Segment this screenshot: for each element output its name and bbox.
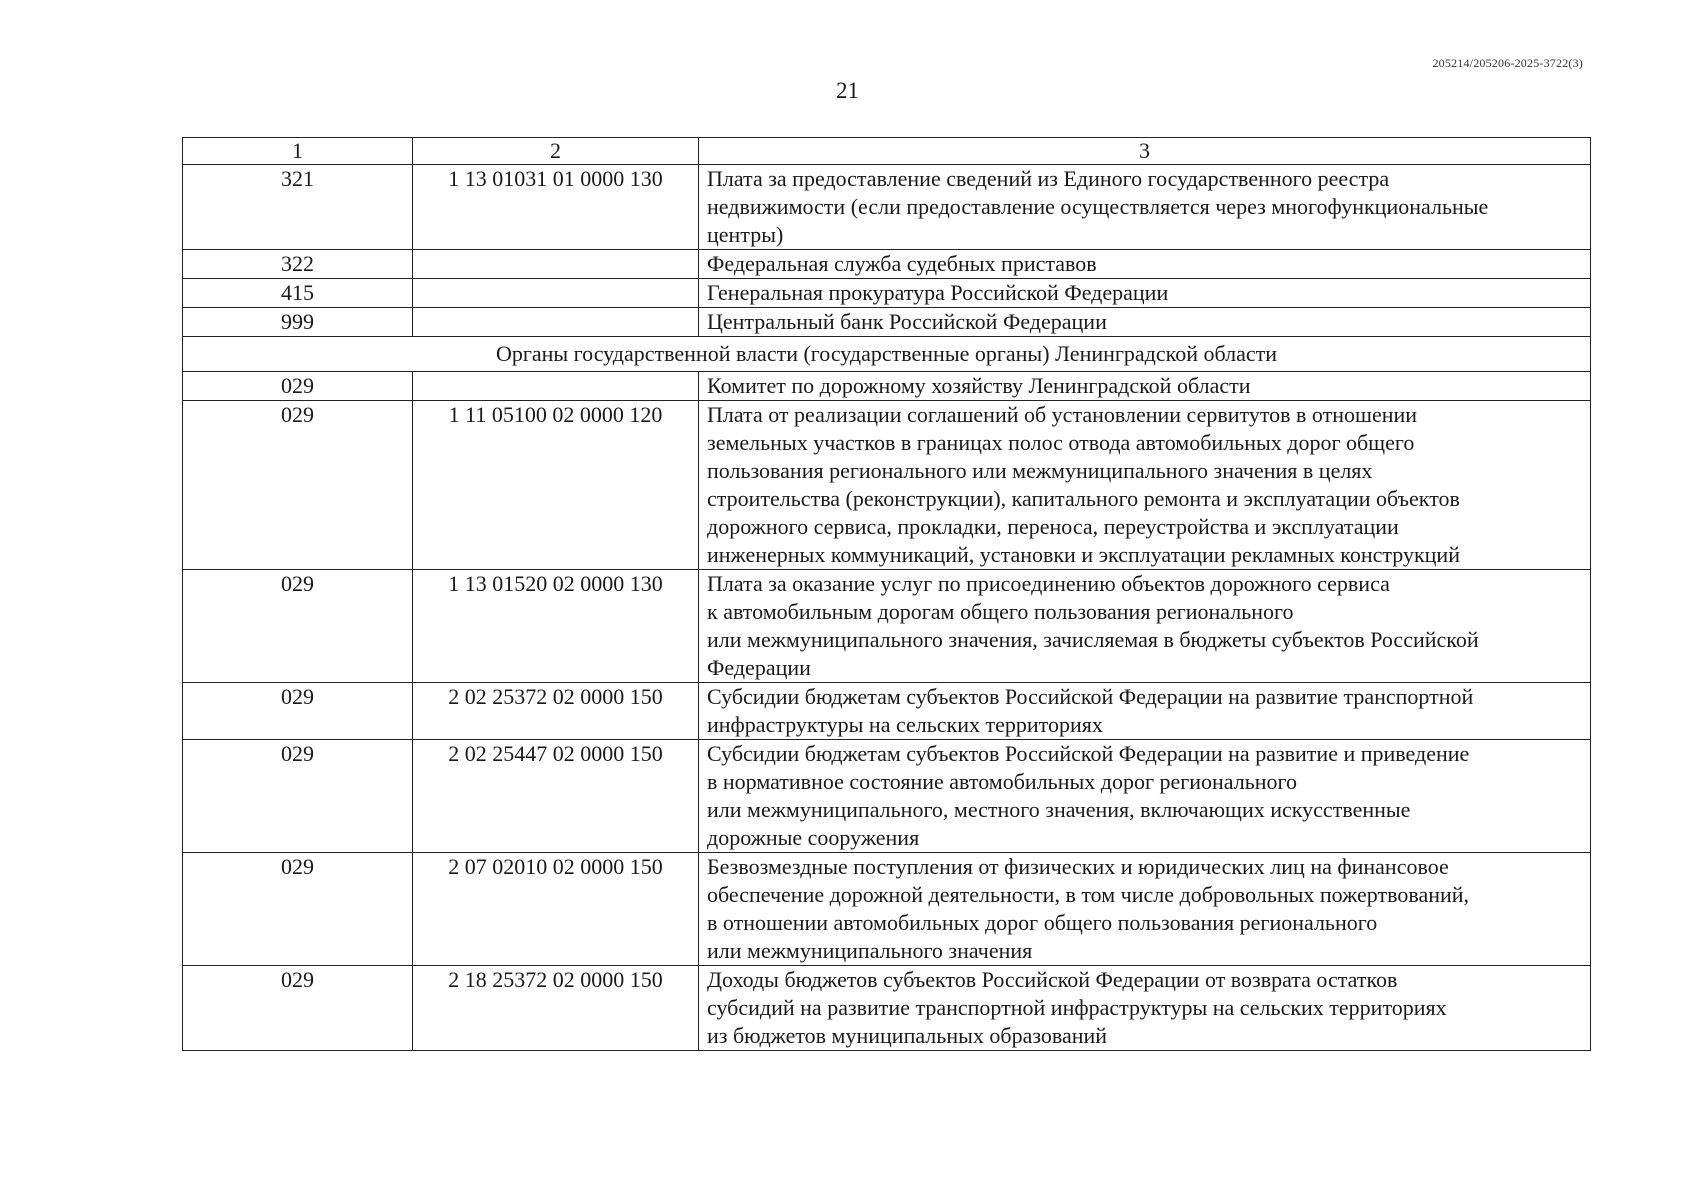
admin-code-cell: 029 [183, 570, 413, 683]
table-row [183, 683, 1591, 740]
revenue-code-cell: 2 02 25447 02 0000 150 [413, 740, 699, 853]
header-col-2: 2 [413, 138, 699, 165]
description-line: Генеральная прокуратура Российской Федерации [707, 280, 1169, 305]
description-cell [699, 308, 1591, 337]
revenue-code-cell [413, 250, 699, 279]
description-line: Субсидии бюджетам субъектов Российской Федерации на развитие транспортной [707, 684, 1474, 709]
description-line: или межмуниципального значения, зачисляемая в бюджеты субъектов Российской [707, 627, 1479, 652]
description-line: строительства (реконструкции), капитального ремонта и эксплуатации объектов [707, 486, 1460, 511]
table-row [183, 165, 1591, 250]
table-row [183, 853, 1591, 966]
admin-code-cell: 322 [183, 250, 413, 279]
admin-code-cell: 029 [183, 372, 413, 401]
description-line: недвижимости (если предоставление осуществляется через многофункциональные [707, 194, 1489, 219]
header-col-3: 3 [699, 138, 1591, 165]
admin-code-cell: 029 [183, 853, 413, 966]
table-row [183, 740, 1591, 853]
description-line: в отношении автомобильных дорог общего пользования регионального [707, 910, 1378, 935]
revenue-code-cell: 1 11 05100 02 0000 120 [413, 401, 699, 570]
revenue-code-cell: 1 13 01520 02 0000 130 [413, 570, 699, 683]
admin-code-cell: 029 [183, 683, 413, 740]
description-line: инженерных коммуникаций, установки и эксплуатации рекламных конструкций [707, 542, 1460, 567]
description-line: пользования регионального или межмуниципального значения в целях [707, 458, 1373, 483]
revenue-codes-table [182, 137, 1591, 1051]
description-line: Плата от реализации соглашений об установлении сервитутов в отношении [707, 402, 1418, 427]
description-cell [699, 401, 1591, 570]
description-line: из бюджетов муниципальных образований [707, 1023, 1108, 1048]
description-line: Центральный банк Российской Федерации [707, 309, 1107, 334]
description-line: субсидий на развитие транспортной инфраструктуры на сельских территориях [707, 995, 1447, 1020]
rows-before-section [183, 165, 1591, 337]
table-row [183, 279, 1591, 308]
table-row [183, 570, 1591, 683]
document-id: 205214/205206-2025-3722(3) [1432, 56, 1583, 70]
table-row [183, 372, 1591, 401]
revenue-code-cell: 2 07 02010 02 0000 150 [413, 853, 699, 966]
revenue-code-cell: 2 02 25372 02 0000 150 [413, 683, 699, 740]
description-line: дорожные сооружения [707, 825, 920, 850]
description-cell [699, 250, 1591, 279]
description-line: Субсидии бюджетам субъектов Российской Федерации на развитие и приведение [707, 741, 1470, 766]
revenue-code-cell [413, 308, 699, 337]
header-col-1: 1 [183, 138, 413, 165]
description-line: Плата за оказание услуг по присоединению объектов дорожного сервиса [707, 571, 1390, 596]
section-heading-row [183, 337, 1591, 372]
table-row [183, 250, 1591, 279]
description-cell [699, 853, 1591, 966]
revenue-code-cell: 2 18 25372 02 0000 150 [413, 966, 699, 1051]
description-line: Плата за предоставление сведений из Единого государственного реестра [707, 166, 1390, 191]
description-line: Безвозмездные поступления от физических и юридических лиц на финансовое [707, 854, 1449, 879]
admin-code-cell: 415 [183, 279, 413, 308]
description-line: или межмуниципального значения [707, 938, 1033, 963]
admin-code-cell: 029 [183, 740, 413, 853]
description-cell [699, 279, 1591, 308]
description-cell [699, 966, 1591, 1051]
admin-code-cell: 999 [183, 308, 413, 337]
description-line: земельных участков в границах полос отвода автомобильных дорог общего [707, 430, 1415, 455]
table-header-row [183, 138, 1591, 165]
revenue-code-cell: 1 13 01031 01 0000 130 [413, 165, 699, 250]
admin-code-cell: 029 [183, 401, 413, 570]
rows-after-section [183, 372, 1591, 1051]
revenue-code-cell [413, 279, 699, 308]
description-line: в нормативное состояние автомобильных дорог регионального [707, 769, 1298, 794]
description-line: Доходы бюджетов субъектов Российской Федерации от возврата остатков [707, 967, 1398, 992]
description-line: Федерации [707, 655, 811, 680]
description-cell [699, 570, 1591, 683]
revenue-code-cell [413, 372, 699, 401]
section-title: Органы государственной власти (государственные органы) Ленинградской области [183, 337, 1591, 372]
description-line: инфраструктуры на сельских территориях [707, 712, 1103, 737]
description-line: Федеральная служба судебных приставов [707, 251, 1097, 276]
table-row [183, 966, 1591, 1051]
description-line: к автомобильным дорогам общего пользования регионального [707, 599, 1294, 624]
description-line: центры) [707, 222, 784, 247]
table-row [183, 401, 1591, 570]
admin-code-cell: 029 [183, 966, 413, 1051]
description-cell [699, 683, 1591, 740]
description-cell [699, 372, 1591, 401]
table-row [183, 308, 1591, 337]
description-line: дорожного сервиса, прокладки, переноса, переустройства и эксплуатации [707, 514, 1399, 539]
description-cell [699, 740, 1591, 853]
description-cell [699, 165, 1591, 250]
description-line: Комитет по дорожному хозяйству Ленинградской области [707, 373, 1251, 398]
description-line: или межмуниципального, местного значения, включающих искусственные [707, 797, 1411, 822]
admin-code-cell: 321 [183, 165, 413, 250]
description-line: обеспечение дорожной деятельности, в том числе добровольных пожертвований, [707, 882, 1470, 907]
page-number: 21 [836, 78, 859, 103]
